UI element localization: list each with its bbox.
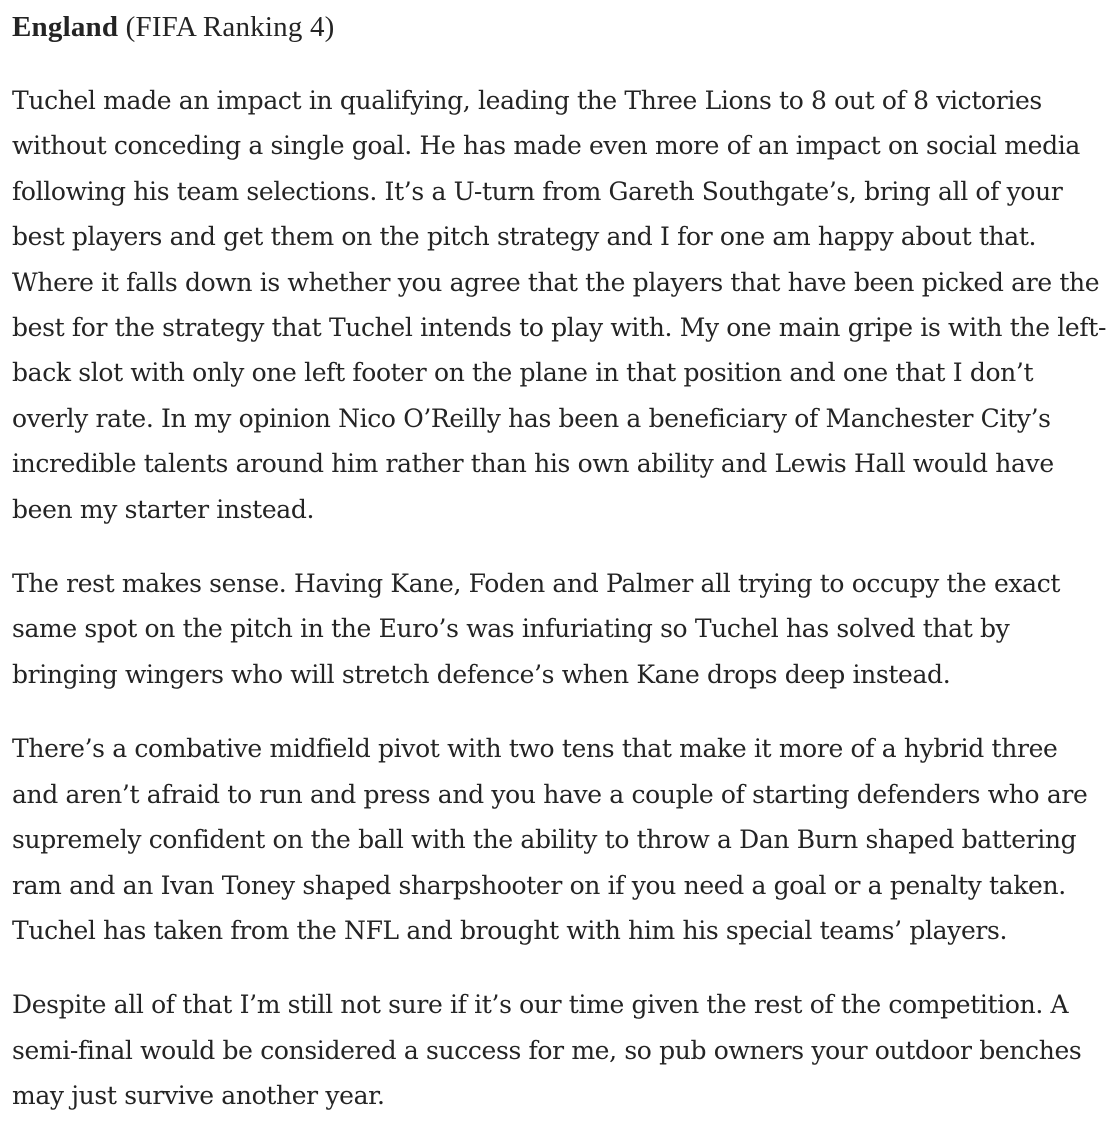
paragraph-qualifying: Tuchel made an impact in qualifying, leading the Three Lions to 8 out of 8 victories without conceding a single goal. He has made even more of an impact on social media following his team selections. It’s a U-turn from Gareth Southgate’s, bring all of your best players and get them on the pitch strategy and I for one am happy about that. Where it falls down is whether you agree that the players that have been picked are the best for the strategy that Tuchel intends to play with. My one main gripe is with the left-back slot with only one left footer on the plane in that position and one that I don’t overly rate. In my opinion Nico O’Reilly has been a beneficiary of Manchester City’s incredible talents around him rather than his own ability and Lewis Hall would have been my starter instead. [12,86,1107,524]
team-name: England [12,11,119,43]
paragraph-midfield: There’s a combative midfield pivot with two tens that make it more of a hybrid three and aren’t afraid to run and press and you have a couple of starting defenders who are supremely confident on the ball with the ability to throw a Dan Burn shaped battering ram and an Ivan Toney shaped sharpshooter on if you need a goal or a penalty taken. Tuchel has taken from the NFL and brought with him his special teams’ players. [12,734,1088,945]
paragraph-rest-makes-sense: The rest makes sense. Having Kane, Foden and Palmer all trying to occupy the exact same spot on the pitch in the Euro’s was infuriating so Tuchel has solved that by bringing wingers who will stretch defence’s when Kane drops deep instead. [12,569,1061,689]
article-body [12,0,1110,1119]
paragraph-conclusion: Despite all of that I’m still not sure if it’s our time given the rest of the competition. A semi-final would be considered a success for me, so pub owners your outdoor benches may just survive another year. [12,990,1082,1111]
section-heading [12,0,1110,52]
fifa-ranking: (FIFA Ranking 4) [125,11,335,43]
